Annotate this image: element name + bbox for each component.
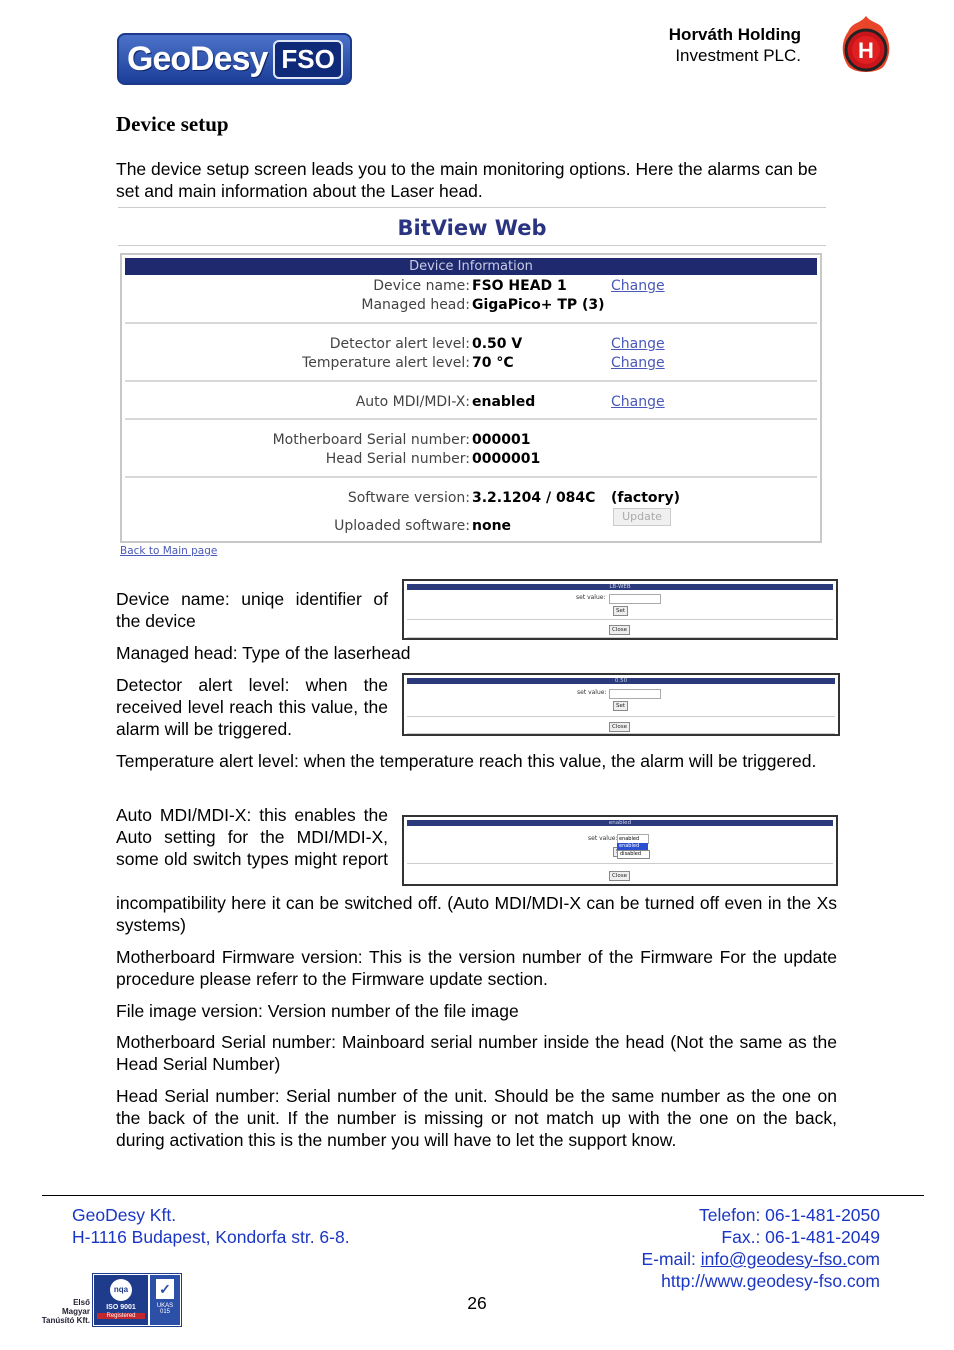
change-auto-mdi-link[interactable]: Change: [611, 394, 665, 410]
bitview-title: BitView Web: [397, 216, 547, 240]
divider: [118, 207, 826, 208]
row-label: Software version:: [347, 490, 470, 506]
logo-main-text: GeoDesy: [127, 39, 268, 78]
row-label: Uploaded software:: [334, 518, 470, 534]
update-button[interactable]: Update: [613, 508, 671, 526]
row-value: 0.50 V: [472, 336, 523, 352]
email-link[interactable]: info@geodesy-fso.: [700, 1249, 847, 1269]
row-label: Motherboard Serial number:: [272, 432, 470, 448]
section-title: Device setup: [116, 112, 229, 136]
row-value: none: [472, 518, 512, 534]
footer-street: H-1116 Budapest, Kondorfa str. 6-8.: [72, 1227, 350, 1247]
separator: [125, 418, 817, 420]
firmware-paragraph: Motherboard Firmware version: This is the version number of the Firmware For the update procedure please referr to the Firmware update section.: [116, 947, 837, 989]
divider: [118, 245, 826, 246]
set-value-input[interactable]: [609, 594, 661, 604]
mdi-paragraph-part2: incompatibility here it can be switched off. (Auto MDI/MDI-X can be turned off even in the Xs systems): [116, 893, 837, 935]
detector-dialog: [402, 673, 840, 736]
page-number: 26: [467, 1293, 487, 1313]
panel-header: Device Information: [125, 258, 817, 275]
row-label: Device name:: [373, 278, 470, 294]
geodesy-fso-logo: [117, 33, 352, 85]
row-value: enabled: [472, 394, 536, 410]
row-label: Managed head:: [361, 297, 470, 313]
badge-letter: H: [858, 38, 874, 63]
cert-line: Magyar: [61, 1307, 90, 1316]
horvath-flame-logo-icon: [838, 14, 894, 78]
cert-line: Első: [73, 1298, 90, 1307]
logo-tag-text: FSO: [273, 40, 342, 79]
row-value: 3.2.1204 / 084C: [472, 490, 596, 506]
footer-rule: [42, 1195, 924, 1196]
dialog-title: LB-WEB: [407, 584, 833, 590]
dialog-label: set value:: [576, 594, 606, 601]
head-serial-paragraph: Head Serial number: Serial number of the unit. Should be the same number as the one on the back of the unit. If the number is missing or not match up with the one on the back, during activation this is the number you will have to let the support know.: [116, 1086, 837, 1150]
close-button[interactable]: Close: [609, 722, 630, 732]
device-info-panel: [120, 253, 822, 543]
factory-tag: (factory): [611, 490, 680, 506]
managed-head-paragraph: Managed head: Type of the laserhead: [116, 643, 411, 663]
change-detector-alert-link[interactable]: Change: [611, 336, 665, 352]
divider: [407, 619, 833, 620]
option-enabled[interactable]: enabled: [617, 843, 648, 850]
ukas-badge: [150, 1275, 180, 1325]
dialog-title: 0.50: [407, 678, 835, 684]
mdi-paragraph-part1: Auto MDI/MDI-X: this enables the Auto setting for the MDI/MDI-X, some old switch types might report: [116, 805, 388, 869]
email-label: E-mail:: [641, 1249, 701, 1269]
cert-number: 015: [159, 1309, 170, 1315]
mb-serial-paragraph: Motherboard Serial number: Mainboard serial number inside the head (Not the same as the Head Serial Number): [116, 1032, 837, 1074]
company-name: [669, 24, 801, 66]
separator: [125, 322, 817, 324]
close-button[interactable]: Close: [609, 625, 630, 635]
nqa-iso-badge: [94, 1275, 148, 1325]
company-line2: Investment PLC.: [675, 46, 801, 65]
divider: [407, 863, 833, 864]
footer-contact: [641, 1204, 880, 1292]
row-value: 000001: [472, 432, 531, 448]
footer-fax: Fax.: 06-1-481-2049: [721, 1227, 880, 1247]
divider: [407, 637, 833, 638]
cert-ukas-text: UKAS: [156, 1303, 174, 1309]
device-name-dialog: [402, 579, 838, 640]
footer-email-line: [641, 1248, 880, 1270]
row-value: 70 °C: [472, 355, 514, 371]
set-value-input[interactable]: [609, 689, 661, 699]
email-tail: com: [846, 1249, 880, 1269]
close-button[interactable]: Close: [609, 871, 630, 881]
dialog-title: enabled: [407, 820, 833, 826]
detector-paragraph: Detector alert level: when the received level reach this value, the alarm will be triggered.: [116, 675, 388, 739]
cert-iso-text: ISO 9001: [106, 1304, 136, 1311]
certifier-name: [38, 1298, 90, 1325]
row-label: Head Serial number:: [325, 451, 470, 467]
cert-registered-text: Registered: [97, 1313, 145, 1319]
row-label: Detector alert level:: [329, 336, 470, 352]
back-to-main-link[interactable]: Back to Main page: [120, 545, 218, 557]
temperature-paragraph: Temperature alert level: when the temperature reach this value, the alarm will be triggered.: [116, 751, 817, 771]
auto-mdi-select[interactable]: enabled: [617, 834, 649, 844]
row-value: 0000001: [472, 451, 541, 467]
option-disabled[interactable]: disabled: [617, 850, 650, 859]
footer-address: [72, 1204, 350, 1248]
separator: [125, 476, 817, 478]
divider: [407, 716, 835, 717]
separator: [125, 380, 817, 382]
checkmark-icon: ✓: [156, 1279, 174, 1299]
footer-website[interactable]: http://www.geodesy-fso.com: [661, 1271, 880, 1291]
device-name-paragraph: Device name: uniqe identifier of the device: [116, 589, 388, 631]
divider: [407, 733, 835, 734]
change-temperature-alert-link[interactable]: Change: [611, 355, 665, 371]
auto-mdi-dialog: [402, 815, 838, 886]
cert-line: Tanúsító Kft.: [41, 1316, 90, 1325]
row-value: FSO HEAD 1: [472, 278, 567, 294]
row-label: Temperature alert level:: [302, 355, 470, 371]
set-button[interactable]: Set: [613, 606, 628, 616]
dialog-label: set value:: [577, 689, 607, 696]
dialog-label: set value:: [588, 835, 618, 842]
footer-company: GeoDesy Kft.: [72, 1205, 177, 1225]
company-line1: Horváth Holding: [668, 25, 801, 44]
set-button[interactable]: Set: [613, 701, 628, 711]
file-image-paragraph: File image version: Version number of the file image: [116, 1001, 519, 1021]
row-value: GigaPico+ TP (3): [472, 297, 605, 313]
row-label: Auto MDI/MDI-X:: [355, 394, 470, 410]
nqa-icon: nqa: [110, 1279, 132, 1301]
intro-paragraph: The device setup screen leads you to the main monitoring options. Here the alarms can be set and main information about the Laser head.: [116, 159, 818, 201]
footer-phone: Telefon: 06-1-481-2050: [699, 1205, 880, 1225]
iso-certificate-badge: [92, 1273, 182, 1327]
bitview-screenshot: [118, 206, 826, 558]
change-device-name-link[interactable]: Change: [611, 278, 665, 294]
